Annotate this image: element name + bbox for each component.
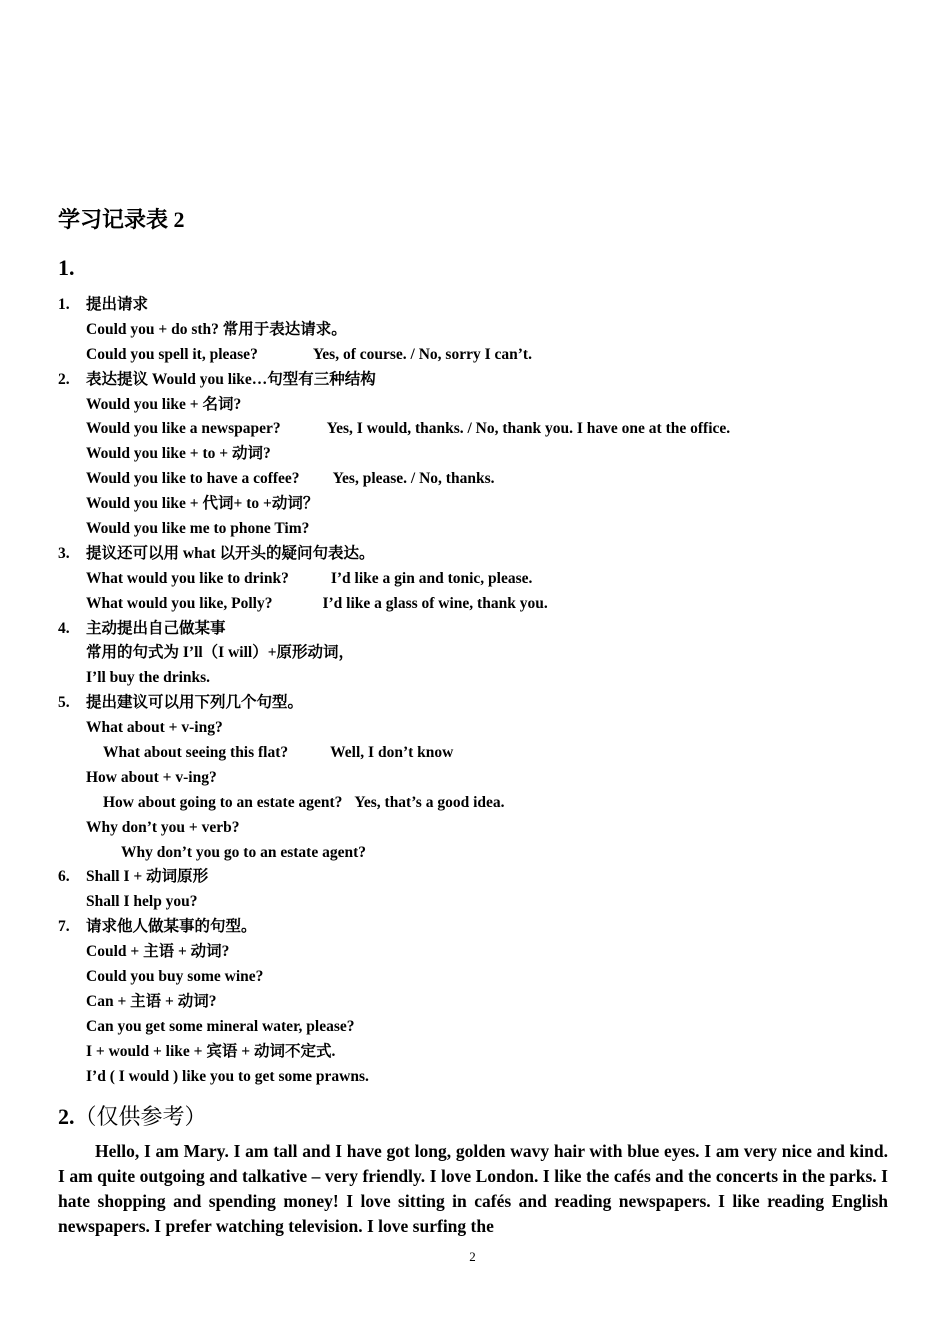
- list-line: [58, 318, 898, 343]
- example-line: [58, 343, 898, 368]
- example-line: [58, 567, 898, 592]
- pattern-text: 常用的句式为 I’ll（I will）+原形动词，: [86, 644, 355, 662]
- list-number: 7.: [58, 918, 70, 936]
- list-number: 1.: [58, 296, 70, 313]
- example-question: Would you like to have a coffee?: [86, 470, 300, 488]
- sample-paragraph: Hello, I am Mary. I am tall and I have got long, golden wavy hair with blue eyes. I am very nice and kind. I am quite outgoing and talkative – very friendly. I love London. I like the cafés and the concerts in the parks. I hate shopping and spending money! I love sitting in cafés and reading newspapers. I like reading English newspapers. I prefer watching television. I love surfing the: [58, 1141, 888, 1236]
- section-2-heading: [58, 1100, 207, 1131]
- section-2-number: 2.: [58, 1104, 75, 1129]
- example-answer: Yes, of course. / No, sorry I can’t.: [312, 345, 532, 363]
- list-heading-text: 提出建议可以用下列几个句型。: [86, 694, 304, 712]
- list-heading-text: 提议还可以用 what 以开头的疑问句表达。: [86, 544, 375, 562]
- example-answer: Yes, please. / No, thanks.: [332, 470, 495, 488]
- example-question: What about seeing this flat?: [103, 744, 289, 762]
- list-line: [58, 965, 898, 990]
- example-question: Could you spell it, please?: [86, 345, 258, 363]
- example-text: I’ll buy the drinks.: [86, 669, 211, 687]
- example-question: What would you like to drink?: [86, 569, 289, 587]
- list-item-3-heading: [58, 542, 898, 567]
- example-question: How about going to an estate agent?: [103, 793, 343, 811]
- list-line: [58, 1065, 898, 1090]
- list-line: [58, 990, 898, 1015]
- example-text: Why don’t you go to an estate agent?: [121, 843, 366, 861]
- example-line: [58, 741, 898, 766]
- list-line: [58, 393, 898, 418]
- phrase-list: [58, 293, 898, 1090]
- page-number: 2: [469, 1249, 476, 1264]
- pattern-text: Would you like + to + 动词?: [86, 445, 271, 463]
- list-line: [58, 1015, 898, 1040]
- example-question: Would you like a newspaper?: [86, 420, 281, 438]
- pattern-text: Would you like + 名词?: [86, 395, 242, 413]
- list-item-1-heading: [58, 293, 898, 318]
- list-item-6-heading: [58, 865, 898, 890]
- list-line: [58, 442, 898, 467]
- list-heading-text: Shall I + 动词原形: [86, 868, 209, 886]
- example-line: [58, 417, 898, 442]
- pattern-text: Why don’t you + verb?: [86, 818, 240, 836]
- example-text: I’d ( I would ) like you to get some prawns.: [86, 1067, 369, 1085]
- list-item-4-heading: [58, 617, 898, 642]
- example-question: What would you like, Polly?: [86, 594, 273, 612]
- list-item-5-heading: [58, 691, 898, 716]
- list-heading-text: 请求他人做某事的句型。: [86, 918, 257, 936]
- section-1-heading: 1.: [58, 255, 75, 280]
- example-text: Shall I help you?: [86, 893, 198, 911]
- pattern-text: How about + v-ing?: [86, 768, 217, 786]
- example-text: Would you like me to phone Tim?: [86, 520, 310, 538]
- example-answer: Yes, I would, thanks. / No, thank you. I have one at the office.: [326, 420, 731, 438]
- list-line: [58, 716, 898, 741]
- pattern-text: What about + v-ing?: [86, 719, 223, 737]
- example-answer: Yes, that’s a good idea.: [354, 793, 505, 811]
- list-heading-text: 提出请求: [86, 296, 149, 313]
- list-line: [58, 766, 898, 791]
- pattern-text: Would you like + 代词+ to +动词？: [86, 495, 319, 513]
- list-item-7-heading: [58, 915, 898, 940]
- list-line: [58, 517, 898, 542]
- example-line: [58, 791, 898, 816]
- example-answer: I’d like a glass of wine, thank you.: [322, 594, 548, 612]
- list-line: [58, 890, 898, 915]
- list-number: 6.: [58, 868, 70, 886]
- pattern-text: Can + 主语 + 动词?: [86, 992, 217, 1010]
- list-item-2-heading: [58, 368, 898, 393]
- example-text: Could you buy some wine?: [86, 968, 264, 986]
- list-line: [58, 1040, 898, 1065]
- pattern-text: I + would + like + 宾语 + 动词不定式.: [86, 1042, 336, 1060]
- example-line: [58, 467, 898, 492]
- list-line: [58, 492, 898, 517]
- list-number: 4.: [58, 619, 70, 637]
- example-text: Can you get some mineral water, please?: [86, 1017, 355, 1035]
- example-line: [58, 592, 898, 617]
- list-number: 3.: [58, 544, 70, 562]
- list-line: [58, 666, 898, 691]
- list-number: 2.: [58, 370, 70, 388]
- list-line: [58, 816, 898, 841]
- pattern-text: Could + 主语 + 动词?: [86, 943, 230, 961]
- list-heading-text: 表达提议 Would you like…句型有三种结构: [86, 370, 376, 388]
- example-answer: Well, I don’t know: [330, 744, 454, 762]
- list-heading-text: 主动提出自己做某事: [86, 619, 226, 637]
- example-answer: I’d like a gin and tonic, please.: [330, 569, 533, 587]
- section-2-note: （仅供参考）: [74, 1104, 207, 1129]
- list-line: [58, 641, 898, 666]
- list-line: [58, 841, 898, 866]
- page-title: 学习记录表 2: [58, 207, 185, 232]
- list-number: 5.: [58, 694, 70, 712]
- pattern-text: Could you + do sth? 常用于表达请求。: [86, 320, 347, 338]
- list-line: [58, 940, 898, 965]
